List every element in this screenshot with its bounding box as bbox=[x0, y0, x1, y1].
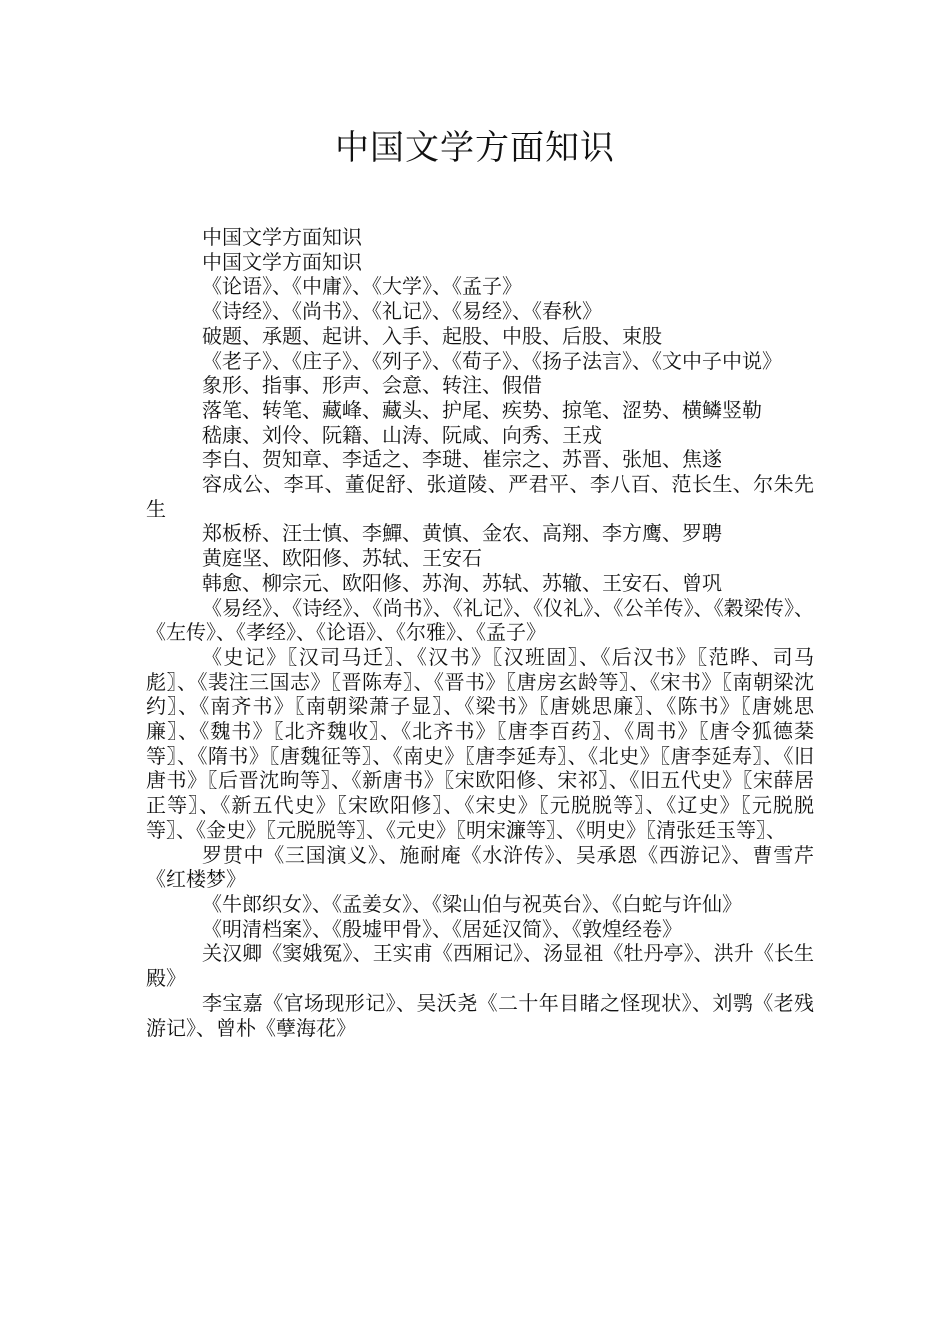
paragraph: 《史记》〖汉司马迁〗、《汉书》〖汉班固〗、《后汉书》〖范晔、司马彪〗、《裴注三国志》〖晋陈寿〗、《晋书》〖唐房玄龄等〗、《宋书》〖南朝梁沈约〗、《南齐书》〖南朝梁萧子显〗、《梁书》〖唐姚思廉〗、《陈书》〖唐姚思廉〗、《魏书》〖北齐魏收〗、《北齐书》〖唐李百药〗、《周书》〖唐令狐德棻等〗、《隋书》〖唐魏征等〗、《南史》〖唐李延寿〗、《北史》〖唐李延寿〗、《旧唐书》〖后晋沈昫等〗、《新唐书》〖宋欧阳修、宋祁〗、《旧五代史》〖宋薛居正等〗、《新五代史》〖宋欧阳修〗、《宋史》〖元脱脱等〗、《辽史》〖元脱脱等〗、《金史》〖元脱脱等〗、《元史》〖明宋濂等〗、《明史》〖清张廷玉等〗、 bbox=[146, 644, 814, 842]
paragraph: 《牛郎织女》、《孟姜女》、《梁山伯与祝英台》、《白蛇与许仙》 bbox=[202, 891, 742, 916]
paragraph: 《易经》、《诗经》、《尚书》、《礼记》、《仪礼》、《公羊传》、《穀梁传》、《左传》、《孝经》、《论语》、《尔雅》、《孟子》 bbox=[146, 595, 814, 645]
paragraph: 罗贯中《三国演义》、施耐庵《水浒传》、吴承恩《西游记》、曹雪芹《红楼梦》 bbox=[146, 842, 814, 892]
paragraph: 李白、贺知章、李适之、李琎、崔宗之、苏晋、张旭、焦遂 bbox=[202, 447, 722, 472]
paragraph: 关汉卿《窦娥冤》、王实甫《西厢记》、汤显祖《牡丹亭》、洪升《长生殿》 bbox=[146, 941, 814, 991]
paragraph: 《老子》、《庄子》、《列子》、《荀子》、《扬子法言》、《文中子中说》 bbox=[202, 348, 782, 373]
paragraph: 郑板桥、汪士慎、李鱓、黄慎、金农、高翔、李方鹰、罗聘 bbox=[202, 521, 722, 546]
document-title: 中国文学方面知识 bbox=[335, 128, 615, 168]
paragraph: 中国文学方面知识 bbox=[202, 249, 362, 274]
paragraph: 容成公、李耳、董促舒、张道陵、严君平、李八百、范长生、尔朱先生 bbox=[146, 472, 814, 521]
paragraph: 《诗经》、《尚书》、《礼记》、《易经》、《春秋》 bbox=[202, 299, 602, 324]
paragraph: 黄庭坚、欧阳修、苏轼、王安石 bbox=[202, 546, 482, 571]
paragraph: 中国文学方面知识 bbox=[202, 225, 362, 249]
paragraph: 韩愈、柳宗元、欧阳修、苏洵、苏轼、苏辙、王安石、曾巩 bbox=[202, 570, 722, 595]
paragraph: 破题、承题、起讲、入手、起股、中股、后股、束股 bbox=[202, 323, 662, 348]
paragraph: 象形、指事、形声、会意、转注、假借 bbox=[202, 373, 542, 398]
paragraph: 李宝嘉《官场现形记》、吴沃尧《二十年目睹之怪现状》、刘鹗《老残游记》、曾朴《孽海花》 bbox=[146, 990, 814, 1040]
paragraph: 《明清档案》、《殷墟甲骨》、《居延汉简》、《敦煌经卷》 bbox=[202, 916, 682, 941]
paragraph: 落笔、转笔、藏峰、藏头、护尾、疾势、掠笔、涩势、横鳞竖勒 bbox=[202, 397, 762, 422]
paragraph: 《论语》、《中庸》、《大学》、《孟子》 bbox=[202, 274, 522, 299]
paragraph: 嵇康、刘伶、阮籍、山涛、阮咸、向秀、王戎 bbox=[202, 422, 602, 447]
document-body bbox=[146, 225, 814, 1040]
